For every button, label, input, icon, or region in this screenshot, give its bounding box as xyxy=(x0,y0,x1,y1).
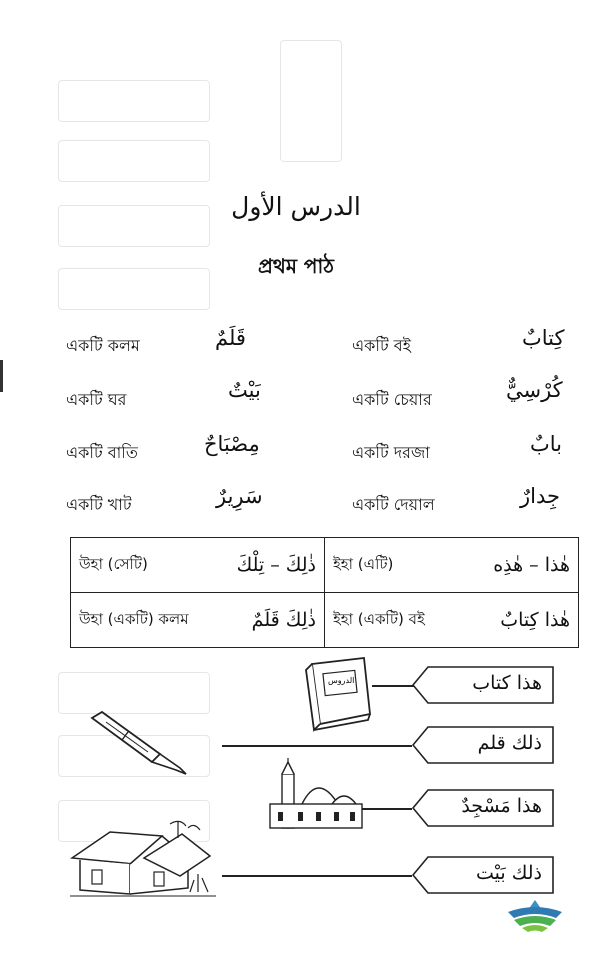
mosque-illustration xyxy=(268,758,364,830)
table-cell xyxy=(325,538,579,593)
vocab-bengali-left: একটি খাট xyxy=(66,495,132,514)
vocab-bengali-right: একটি বই xyxy=(352,336,411,355)
word-tag xyxy=(412,666,554,704)
connector-line xyxy=(362,808,412,810)
grammar-arabic: ذٰلِكَ قَلَمٌ xyxy=(251,609,316,631)
table-cell xyxy=(71,538,325,593)
word-tag xyxy=(412,856,554,894)
pen-illustration xyxy=(88,710,192,776)
word-tag-label: هذا كتاب xyxy=(472,672,542,694)
word-tag xyxy=(412,789,554,827)
grammar-bengali: উহা (একটি) কলম xyxy=(79,609,189,628)
grammar-arabic: هٰذا – هٰذِه xyxy=(493,554,570,576)
vocab-bengali-left: একটি কলম xyxy=(66,336,140,355)
vocab-arabic-mid: قَلَمٌ xyxy=(215,326,246,350)
vocab-arabic-mid: بَيْتٌ xyxy=(228,378,261,402)
table-row xyxy=(71,538,579,593)
word-tag xyxy=(412,726,554,764)
vocab-arabic-right: كِتابٌ xyxy=(522,326,565,350)
vocab-bengali-right: একটি দেয়াল xyxy=(352,495,435,514)
publisher-logo xyxy=(506,898,564,934)
binding-mark xyxy=(0,360,3,392)
vocab-bengali-right: একটি চেয়ার xyxy=(352,390,432,409)
word-tag-label: هذا مَسْجِدٌ xyxy=(461,795,542,817)
connector-line xyxy=(222,745,412,747)
vocab-arabic-mid: سَرِيرٌ xyxy=(216,484,263,508)
lesson-title-bengali: প্রথম পাঠ xyxy=(257,254,334,278)
grammar-bengali: ইহা (এটি) xyxy=(333,554,394,573)
grammar-arabic: هٰذا كِتابٌ xyxy=(500,609,570,631)
vocab-arabic-right: كُرْسِيٌّ xyxy=(506,378,563,402)
connector-line xyxy=(222,875,412,877)
houses-illustration xyxy=(70,818,216,898)
vocab-bengali-right: একটি দরজা xyxy=(352,443,430,462)
connector-line xyxy=(372,685,416,687)
book-illustration xyxy=(298,656,374,732)
lesson-title-arabic: الدرس الأول xyxy=(231,192,361,221)
word-tag-label: ذلك قلم xyxy=(477,732,542,754)
vocab-arabic-right: جِدارٌ xyxy=(520,484,560,508)
grammar-bengali: ইহা (একটি) বই xyxy=(333,609,425,628)
table-row xyxy=(71,593,579,648)
grammar-arabic: ذٰلِكَ – تِلْكَ xyxy=(236,554,316,576)
table-cell xyxy=(325,593,579,648)
grammar-table xyxy=(70,537,579,648)
grammar-bengali: উহা (সেটি) xyxy=(79,554,148,573)
vocab-bengali-left: একটি ঘর xyxy=(66,390,127,409)
word-tag-label: ذلك بَيْت xyxy=(476,862,542,884)
table-cell xyxy=(71,593,325,648)
vocab-arabic-mid: مِصْبَاحٌ xyxy=(204,432,260,456)
book-cover-text: الدروس xyxy=(328,676,355,685)
vocab-arabic-right: بابٌ xyxy=(530,432,563,456)
vocab-bengali-left: একটি বাতি xyxy=(66,443,138,462)
